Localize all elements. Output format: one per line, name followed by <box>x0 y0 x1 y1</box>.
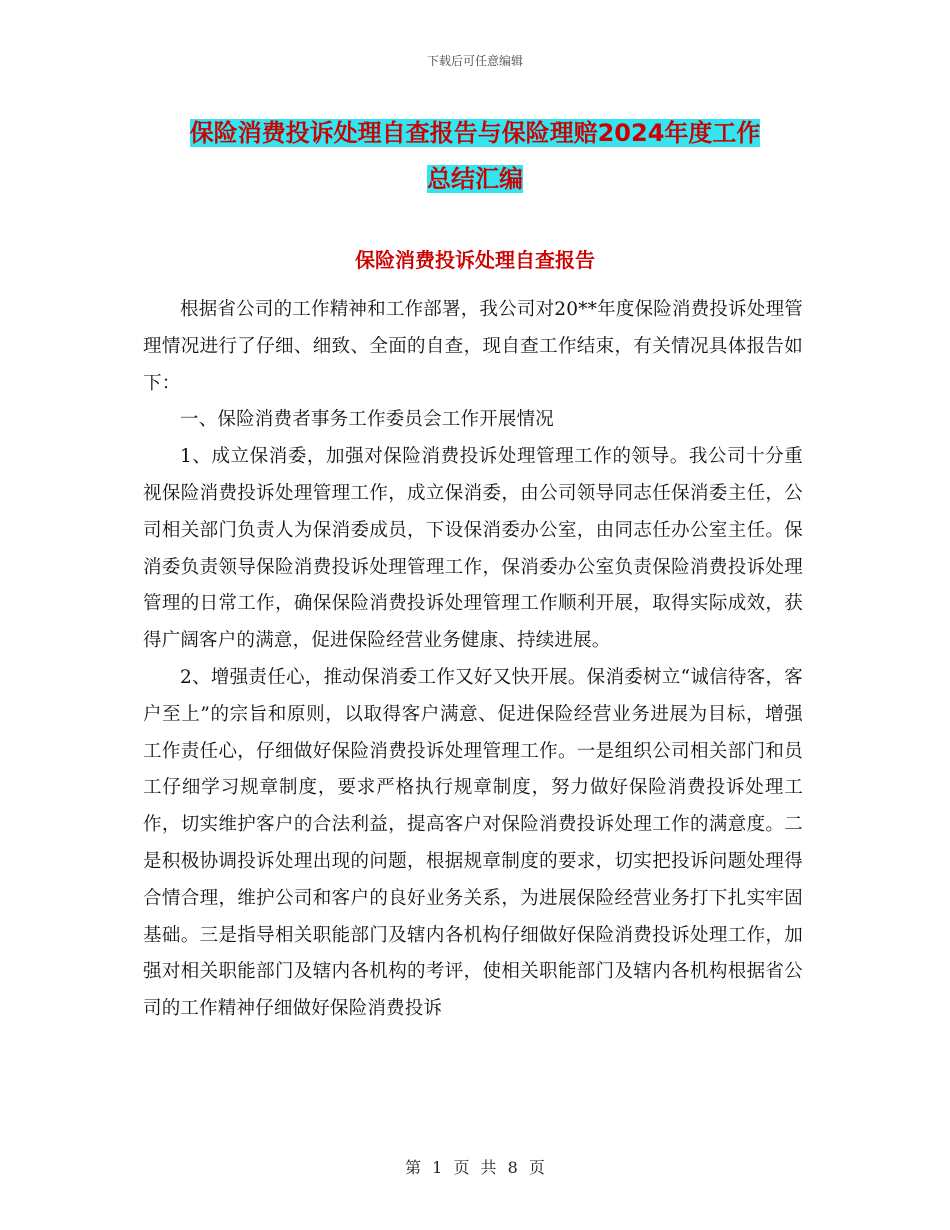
section-title: 保险消费投诉处理自查报告 <box>355 248 595 272</box>
paragraph-item-1: 1、成立保消委，加强对保险消费投诉处理管理工作的领导。我公司十分重视保险消费投诉处理管理工作，成立保消委，由公司领导同志任保消委主任，公司相关部门负责人为保消委成员，下设保消委办公室，由同志任办公室主任。保消委负责领导保险消费投诉处理管理工作，保消委办公室负责保险消费投诉处理管理的日常工作，确保保险消费投诉处理管理工作顺利开展，取得实际成效，获得广阔客户的满意，促进保险经营业务健康、持续进展。 <box>143 446 803 652</box>
page-number: 第 1 页 共 8 页 <box>405 1158 545 1177</box>
paragraph-heading-1: 一、保险消费者事务工作委员会工作开展情况 <box>180 409 555 431</box>
document-title-line-2: 总结汇编 <box>427 165 523 193</box>
document-body <box>143 292 803 1028</box>
document-title <box>145 110 805 202</box>
header-note: 下载后可任意编辑 <box>426 54 523 68</box>
document-title-line-1: 保险消费投诉处理自查报告与保险理赔2024年度工作 <box>189 119 761 147</box>
paragraph-intro: 根据省公司的工作精神和工作部署，我公司对20**年度保险消费投诉处理管理情况进行了仔细、细致、全面的自查，现自查工作结束，有关情况具体报告如下： <box>143 299 803 394</box>
paragraph-item-2: 2、增强责任心，推动保消委工作又好又快开展。保消委树立“诚信待客，客户至上”的宗旨和原则，以取得客户满意、促进保险经营业务进展为目标，增强工作责任心，仔细做好保险消费投诉处理管理工作。一是组织公司相关部门和员工仔细学习规章制度，要求严格执行规章制度，努力做好保险消费投诉处理工作，切实维护客户的合法利益，提高客户对保险消费投诉处理工作的满意度。二是积极协调投诉处理出现的问题，根据规章制度的要求，切实把投诉问题处理得合情合理，维护公司和客户的良好业务关系，为进展保险经营业务打下扎实牢固基础。三是指导相关职能部门及辖内各机构仔细做好保险消费投诉处理工作，加强对相关职能部门及辖内各机构的考评，使相关职能部门及辖内各机构根据省公司的工作精神仔细做好保险消费投诉 <box>143 666 803 1020</box>
